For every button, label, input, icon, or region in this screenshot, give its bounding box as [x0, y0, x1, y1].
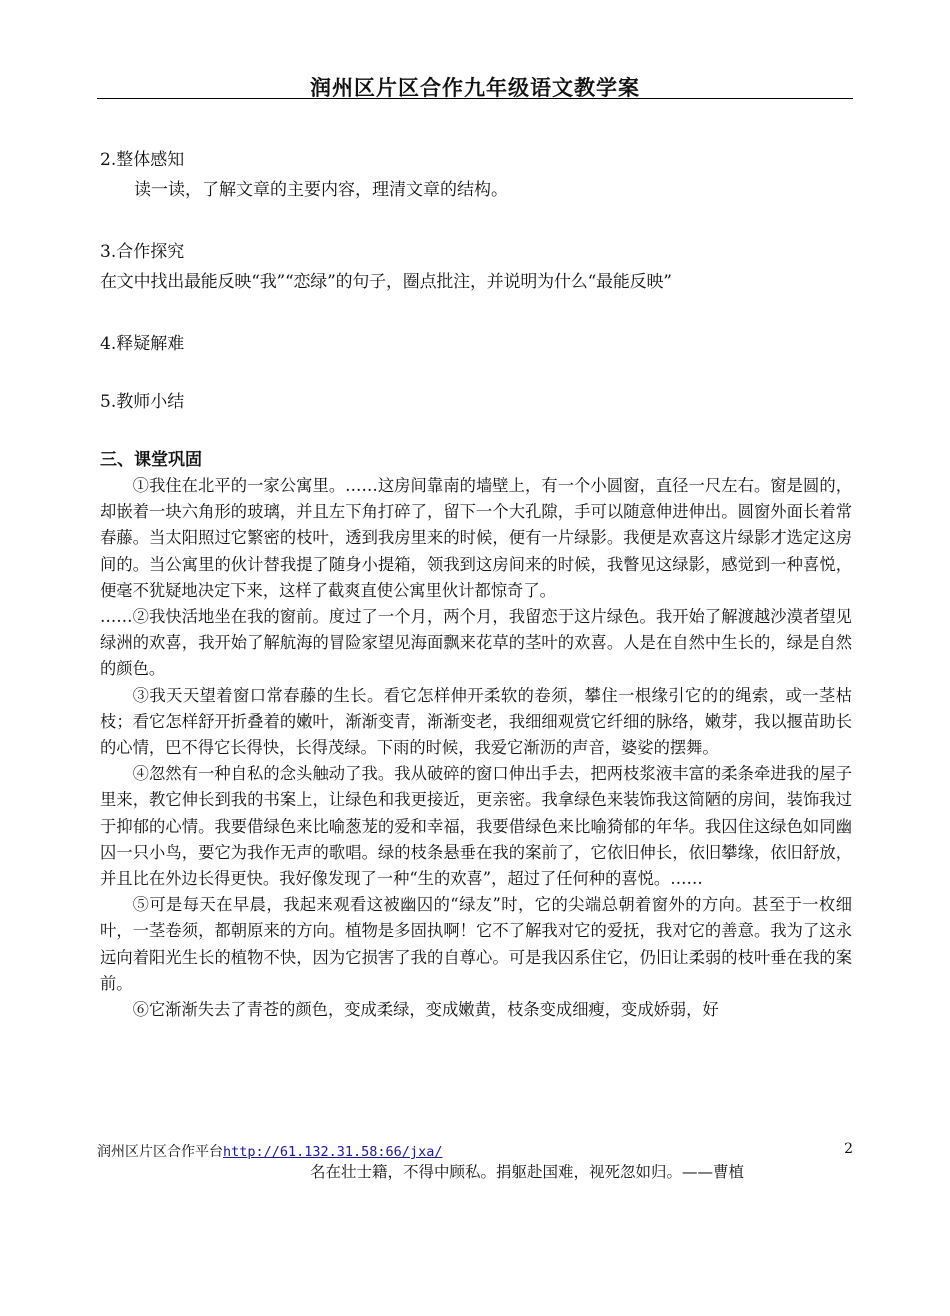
section-heading-overall: 2.整体感知 [100, 150, 185, 170]
page-header-title: 润州区片区合作九年级语文教学案 [310, 76, 640, 100]
section-text-cooperation: 在文中找出最能反映“我”“恋绿”的句子，圈点批注，并说明为什么“最能反映” [100, 272, 672, 292]
passage-paragraph-5: ⑤可是每天在早晨，我起来观看这被幽囚的“绿友”时，它的尖端总朝着窗外的方向。甚至于一枚细叶，一茎卷须，都朝原来的方向。植物是多固执啊！它不了解我对它的爱抚，我对它的善意。我为了这永远向着阳光生长的植物不快，因为它损害了我的自尊心。可是我囚系住它，仍旧让柔弱的枝叶垂在我的案前。 [100, 895, 852, 993]
passage-paragraph-1: ①我住在北平的一家公寓里。……这房间靠南的墙壁上，有一个小圆窗，直径一尺左右。窗是圆的，却嵌着一块六角形的玻璃，并且左下角打碎了，留下一个大孔隙，手可以随意伸进伸出。圆窗外面长着常春藤。当太阳照过它繁密的枝叶，透到我房里来的时候，便有一片绿影。我便是欢喜这片绿影才选定这房间的。当公寓里的伙计替我提了随身小提箱，领我到这房间来的时候，我瞥见这绿影，感觉到一种喜悦，便毫不犹疑地决定下来，这样了截爽直使公寓里伙计都惊奇了。 [100, 476, 852, 600]
passage-paragraph-4: ④忽然有一种自私的念头触动了我。我从破碎的窗口伸出手去，把两枝浆液丰富的柔条牵进我的屋子里来，教它伸长到我的书案上，让绿色和我更接近，更亲密。我拿绿色来装饰我这简陋的房间，装饰我过于抑郁的心情。我要借绿色来比喻葱茏的爱和幸福，我要借绿色来比喻猗郁的年华。我囚住这绿色如同幽囚一只小鸟，要它为我作无声的歌唱。绿的枝条悬垂在我的案前了，它依旧伸长，依旧攀缘，依旧舒放，并且比在外边长得更快。我好像发现了一种“生的欢喜”，超过了任何种的喜悦。…… [100, 764, 852, 889]
footer-platform-name: 润州区片区合作平台 [97, 1144, 223, 1160]
footer-quote: 名在壮士籍，不得中顾私。捐躯赴国难，视死忽如归。——曹植 [310, 1163, 745, 1181]
page-footer [97, 1141, 853, 1161]
section-heading-summary: 5.教师小结 [100, 392, 185, 412]
passage-paragraph-6: ⑥它渐渐失去了青苍的颜色，变成柔绿，变成嫩黄，枝条变成细瘦，变成娇弱，好 [132, 1000, 719, 1020]
section-heading-cooperation: 3.合作探究 [100, 242, 185, 262]
page-number: 2 [844, 1141, 853, 1157]
header-divider [97, 98, 853, 99]
main-content [100, 147, 852, 1023]
consolidation-heading: 三、课堂巩固 [100, 450, 202, 470]
footer-platform-link[interactable]: http://61.132.31.58:66/jxa/ [223, 1144, 443, 1160]
passage-paragraph-3: ③我天天望着窗口常春藤的生长。看它怎样伸开柔软的卷须，攀住一根缘引它的的绳索，或一茎枯枝；看它怎样舒开折叠着的嫩叶，渐渐变青，渐渐变老，我细细观赏它纤细的脉络，嫩芽，我以揠苗助长的心情，巴不得它长得快，长得茂绿。下雨的时候，我爱它渐沥的声音，婆娑的摆舞。 [100, 685, 852, 758]
reading-passage [100, 473, 852, 1023]
section-text-overall: 读一读，了解文章的主要内容，理清文章的结构。 [134, 180, 508, 200]
passage-paragraph-2: ……②我快活地坐在我的窗前。度过了一个月，两个月，我留恋于这片绿色。我开始了解渡越沙漠者望见绿洲的欢喜，我开始了解航海的冒险家望见海面飘来花草的茎叶的欢喜。人是在自然中生长的，绿是自然的颜色。 [100, 607, 852, 679]
section-heading-questions: 4.释疑解难 [100, 334, 185, 354]
